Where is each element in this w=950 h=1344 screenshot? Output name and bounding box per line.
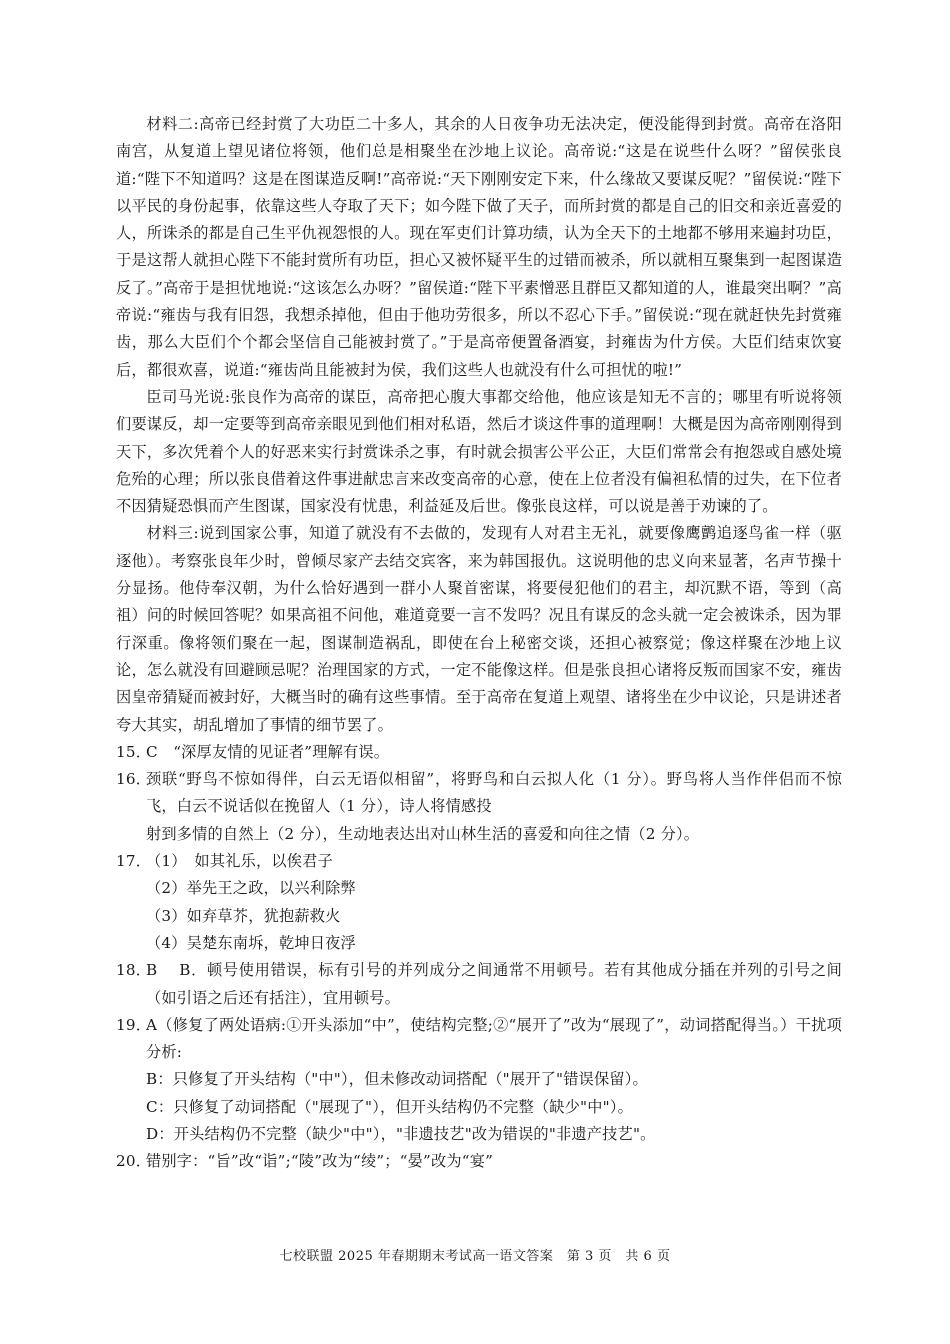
answer-line: （3）如弃草芥，犹抱薪救火	[146, 906, 341, 925]
question-number: 18．	[116, 961, 152, 980]
answer-19	[116, 1012, 842, 1067]
question-number: 20．	[116, 1152, 152, 1171]
answer-text: 错别字：“旨”改“诣”;“陵”改为“绫”；“晏”改为“宴”	[146, 1152, 494, 1171]
answer-18	[116, 957, 842, 1012]
answer-15	[116, 739, 842, 766]
question-number: 19．	[116, 1015, 152, 1034]
question-number: 15．	[116, 742, 152, 761]
answer-text: C “深厚友情的见证者”理解有误。	[146, 742, 390, 761]
question-number: 16．	[116, 770, 152, 789]
answer-17	[116, 848, 842, 875]
answer-16-continued: 射到多情的自然上（2 分），生动地表达出对山林生活的喜爱和向往之情（2 分）。	[146, 824, 700, 843]
question-number: 17．	[116, 852, 152, 871]
distractor-analysis-b: B：只修复了开头结构（"中"），但未修改动词搭配（"展开了"错误保留）。	[146, 1070, 648, 1089]
answer-text: B B．顿号使用错误，标有引号的并列成分之间通常不用顿号。若有其他成分插在并列的引号之间（如引语之后还有括注），宜用顿号。	[146, 961, 842, 1007]
sima-guang-commentary-paragraph: 臣司马光说:张良作为高帝的谋臣，高帝把心腹大事都交给他，他应该是知无不言的；哪里有听说将领们要谋反，却一定要等到高帝亲眼见到他们相对私语，然后才谈这件事的道理啊！大概是因为高帝刚刚得到天下，多次凭着个人的好恶来实行封赏诛杀之事，有时就会损害公平公正，大臣们常常会有抱怨或自感处境危殆的心理；所以张良借着这件事进献忠言来改变高帝的心意，使在上位者没有偏袒私情的过失，在下位者不因猜疑恐惧而产生图谋，国家没有忧患，利益延及后世。像张良这样，可以说是善于劝谏的了。	[116, 387, 842, 516]
answer-content	[116, 111, 842, 1176]
answer-line: （1） 如其礼乐，以俟君子	[146, 852, 333, 871]
page-footer: 七校联盟 2025 年春期期末考试高一语文答案 第 3 页 共 6 页	[279, 1249, 671, 1264]
distractor-analysis-c: C：只修复了动词搭配（"展现了"），但开头结构仍不完整（缺少"中"）。	[146, 1097, 633, 1116]
answer-20	[116, 1148, 842, 1175]
answer-text: A（修复了两处语病:①开头添加“中”，使结构完整;②“展开了”改为“展现了”，动词搭配得当。）干扰项分析:	[146, 1015, 842, 1062]
material-three-paragraph: 材料三:说到国家公事，知道了就没有不去做的，发现有人对君主无礼，就要像鹰鹯追逐鸟雀一样（驱逐他）。考察张良年少时，曾倾尽家产去结交宾客，来为韩国报仇。这说明他的忠义向来显著，名声节操十分显扬。他侍奉汉朝，为什么恰好遇到一群小人聚首密谋，将要侵犯他们的君主，却沉默不语，等到（高祖）问的时候回答呢？如果高祖不问他，难道竟要一言不发吗？况且有谋反的念头就一定会被诛杀，因为罪行深重。像将领们聚在一起，图谋制造祸乱，即使在台上秘密交谈，还担心被察觉；像这样聚在沙地上议论，怎么就没有回避顾忌呢？治理国家的方式，一定不能像这样。但是张良担心诸将反叛而国家不安，雍齿因皇帝猜疑而被封好，大概当时的确有这些事情。至于高帝在复道上观望、诸将坐在少中议论，只是讲述者夸大其实，胡乱增加了事情的细节罢了。	[116, 524, 842, 734]
distractor-analysis-d: D：开头结构仍不完整（缺少"中"），"非遗技艺"改为错误的"非遗产技艺"。	[146, 1124, 656, 1143]
material-two-paragraph: 材料二:高帝已经封赏了大功臣二十多人，其余的人日夜争功无法决定，便没能得到封赏。高帝在洛阳南宫，从复道上望见诸位将领，他们总是相聚坐在沙地上议论。高帝说:“这是在说些什么呀？”留侯张良道:“陛下不知道吗？这是在图谋造反啊!”高帝说:“天下刚刚安定下来，什么缘故又要谋反呢？”留侯说:“陛下以平民的身份起事，依靠这些人夺取了天下；如今陛下做了天子，而所封赏的都是自己的旧交和亲近喜爱的人，所诛杀的都是自己生平仇视怨恨的人。现在军吏们计算功绩，认为全天下的土地都不够用来遍封功臣，于是这帮人就担心陛下不能封赏所有功臣，担心又被怀疑平生的过错而被杀，所以就相互聚集到一起图谋造反了。”高帝于是担忧地说:“这该怎么办呀？”留侯道:“陛下平素憎恶且群臣又都知道的人，谁最突出啊？”高帝说:“雍齿与我有旧怨，我想杀掉他，但由于他功劳很多，所以不忍心下手。”留侯说:“现在就赶快先封赏雍齿，那么大臣们个个都会坚信自己能被封赏了。”于是高帝便置备酒宴，封雍齿为什方侯。大臣们结束饮宴后，都很欢喜，说道:“雍齿尚且能被封为侯，我们这些人也就没有什么可担忧的啦!”	[116, 115, 842, 379]
answer-line: （2）举先王之政，以兴利除弊	[146, 879, 356, 898]
answer-line: （4）吴楚东南坼，乾坤日夜浮	[146, 933, 356, 952]
answer-text: 颈联“野鸟不惊如得伴，白云无语似相留”，将野鸟和白云拟人化（1 分）。野鸟将人当作伴侣而不惊飞，白云不说话似在挽留人（1 分），诗人将情感投	[146, 770, 842, 816]
answer-16	[116, 766, 842, 821]
